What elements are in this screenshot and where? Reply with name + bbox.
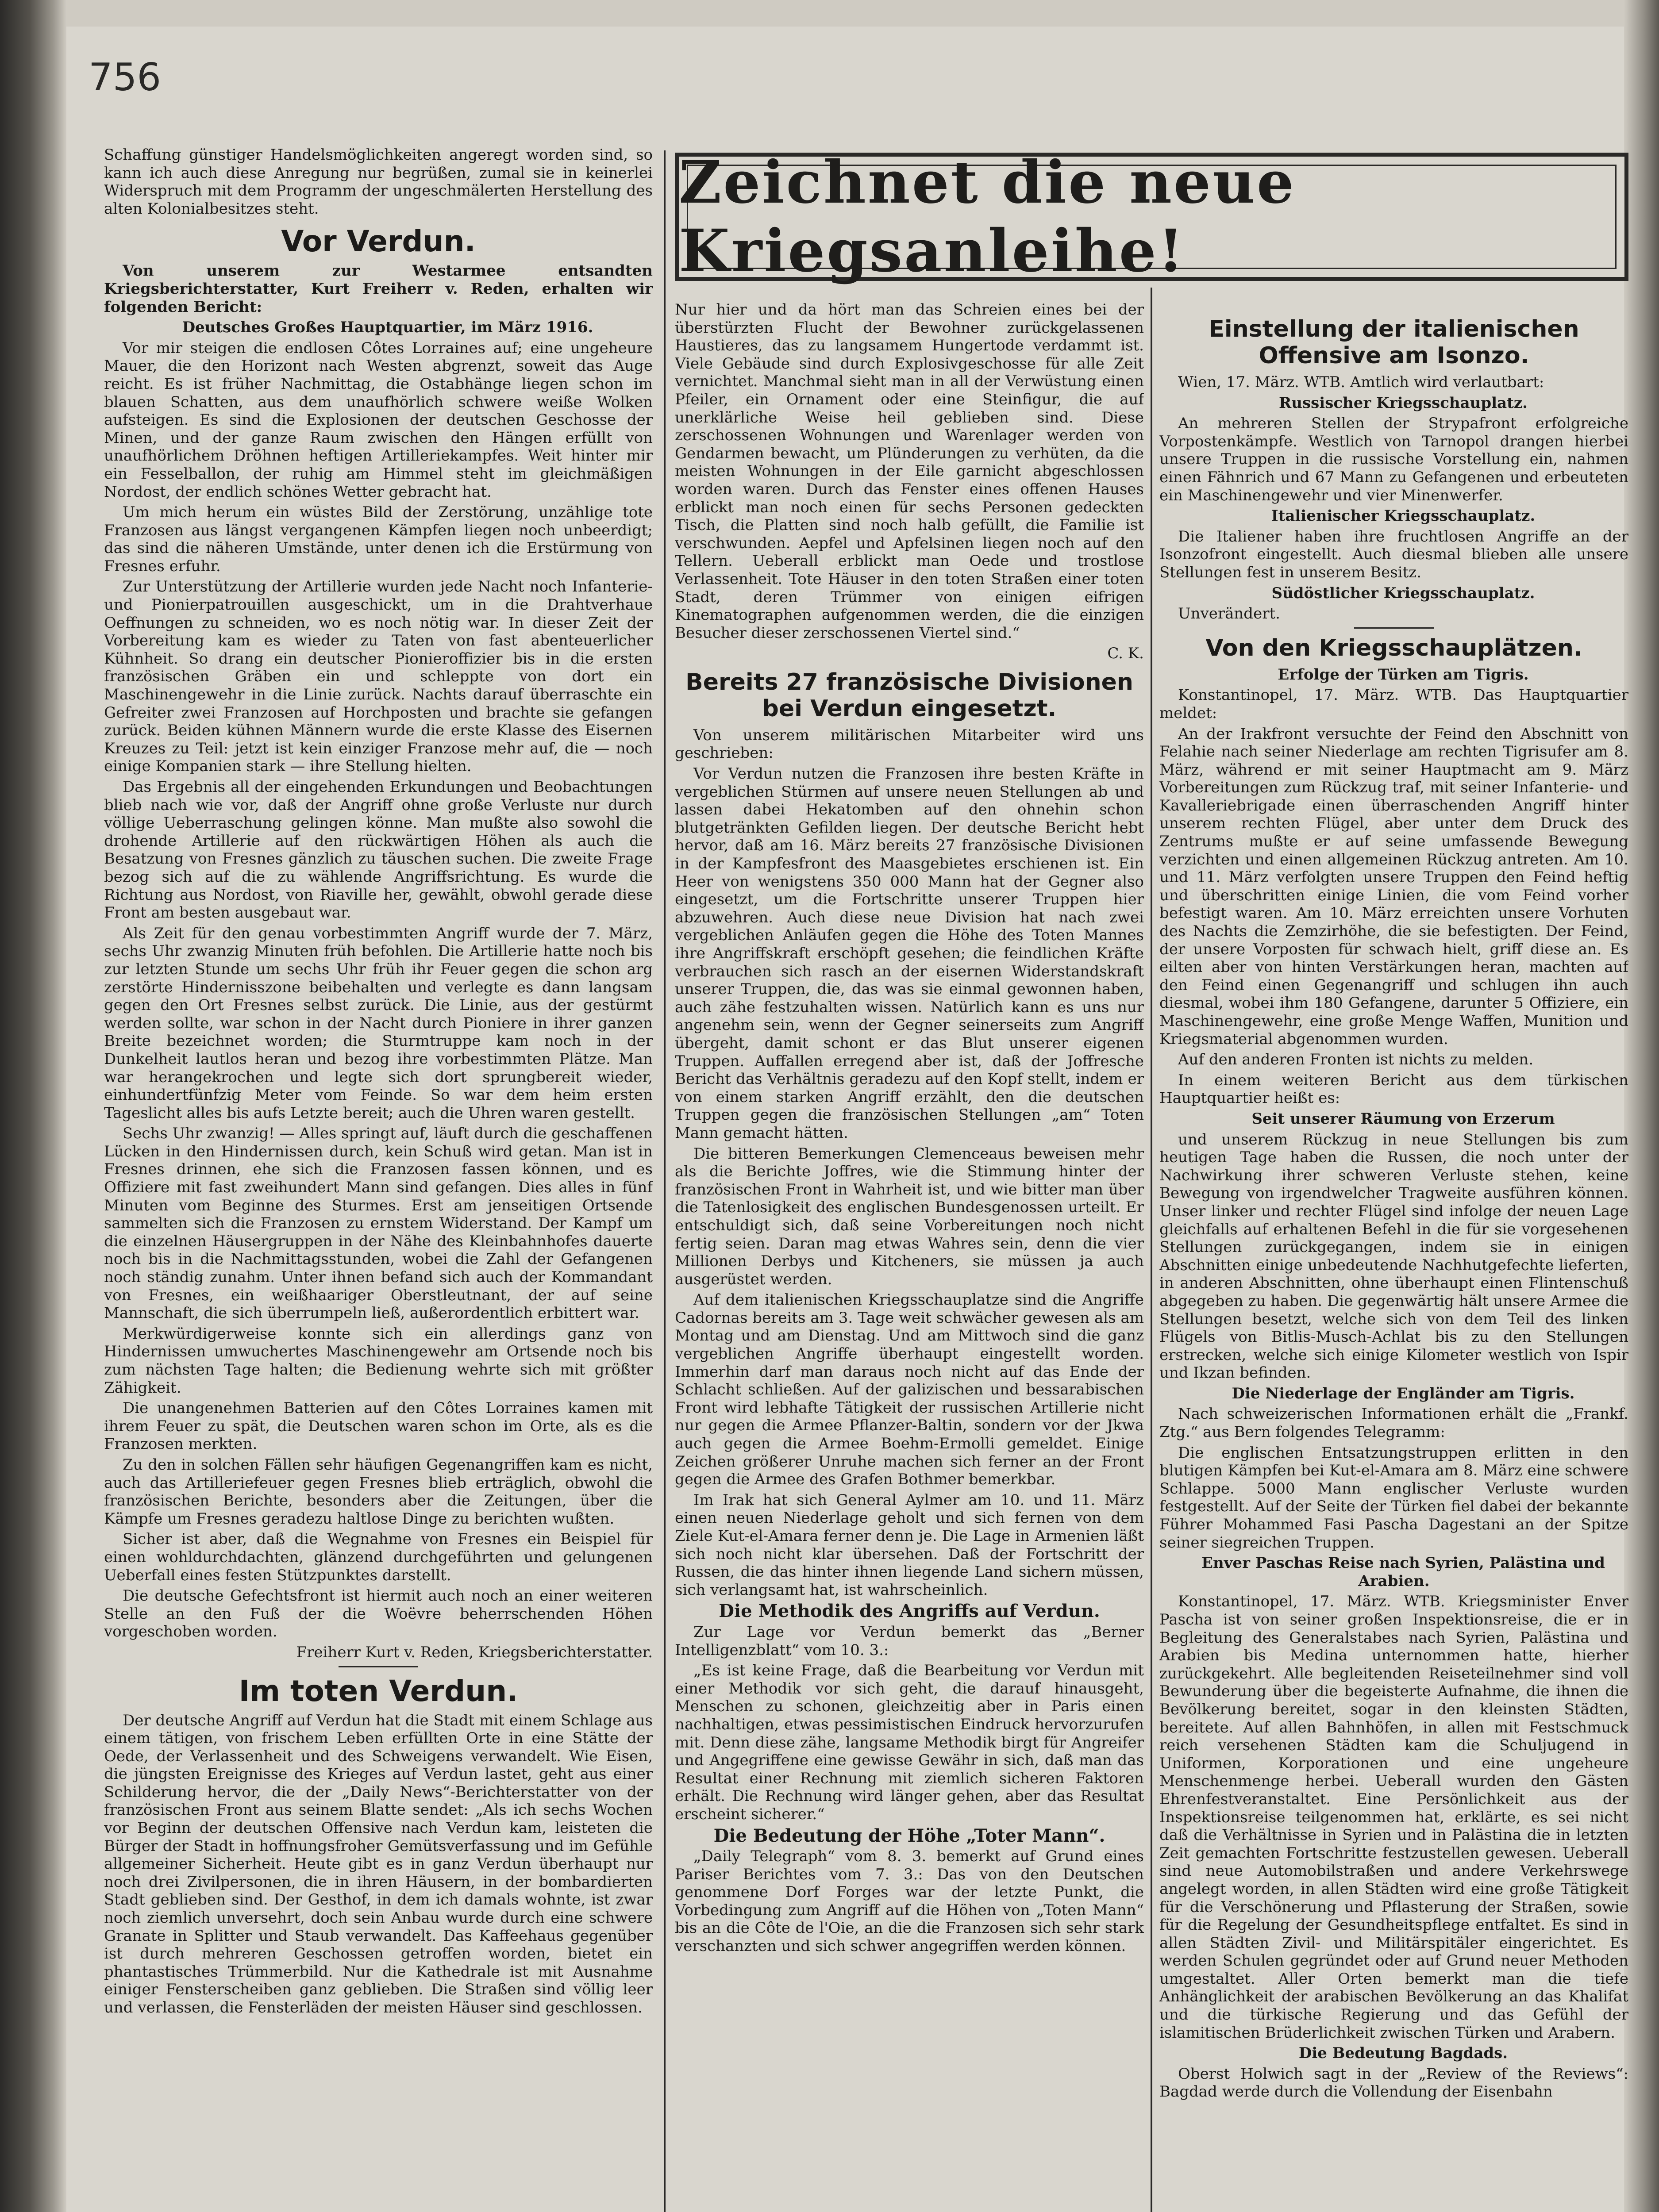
paragraph: Die Italiener haben ihre fruchtlosen Angriffe an der Isonzofront eingestellt. Auch diesmal blieben alle unsere Stellungen fest in unserem Besitz.: [1159, 527, 1628, 581]
paragraph: An mehreren Stellen der Strypafront erfolgreiche Vorpostenkämpfe. Westlich von Tarnopol drangen hierbei unsere Truppen in die russische Vorstellung ein, nahmen einen Fähnrich und 67 Mann zu Gefangenen und erbeuteten ein Maschinengewehr und vier Minenwerfer.: [1159, 415, 1628, 504]
column-middle: [675, 301, 1144, 2212]
dateline: Deutsches Großes Hauptquartier, im März 1916.: [182, 319, 593, 337]
paragraph: Konstantinopel, 17. März. WTB. Kriegsminister Enver Pascha ist von seiner großen Inspektionsreise, die er in Begleitung des Generalstabes nach Syrien, Palästina und Arabien bis Medina unternommen hatte, hierher zurückgekehrt. Alle begleitenden Reiseteilnehmer sind voll Bewunderung über die begeisterte Aufnahme, die ihnen die Bevölkerung bereitet, sogar in den kleinsten Städten, bereitete. Auf allen Bahnhöfen, in allen mit Festschmuck reich versehenen Städten kam die Schuljugend in Uniformen, Korporationen und eine ungeheure Menschenmenge herbei. Ueberall wurden den Gästen Ehrenfestveranstaltet. Eine Persönlichkeit aus der Inspektionsreise teilgenommen hat, erklärte, es sei nicht daß die Verhältnisse in Syrien und in Palästina die in letzten Zeit gemachten Fortschritte festzustellen gewesen. Ueberall sind neue Automobilstraßen und andere Verkehrswege angelegt worden, in allen Städten wird eine große Tätigkeit für die Verschönerung und Pflasterung der Straßen, sowie für die Regelung der Gesundheitspflege entfaltet. Es sind in allen Städten Zivil- und Militärspitäler eingerichtet. Es werden Schulen gegründet oder auf Grund neuer Methoden umgestaltet. Aller Orten bemerkt man die tiefe Anhänglichkeit der arabischen Bevölkerung an das Khalifat und die türkische Regierung und das Gefühl der islamitischen Brüderlichkeit zwischen Türken und Arabern.: [1159, 1593, 1628, 2042]
banner-headline: Zeichnet die neue Kriegsanleihe!: [679, 148, 1296, 285]
subheading: Seit unserer Räumung von Erzerum: [1251, 1110, 1555, 1128]
paragraph: Auf den anderen Fronten ist nichts zu melden.: [1178, 1051, 1534, 1069]
headline-isonzo: Einstellung der italienischen Offensive am Isonzo.: [1209, 316, 1579, 369]
paragraph: Konstantinopel, 17. März. WTB. Das Hauptquartier meldet:: [1159, 686, 1628, 722]
subheading-methodik: Die Methodik des Angriffs auf Verdun.: [719, 1601, 1100, 1622]
paragraph: Um mich herum ein wüstes Bild der Zerstörung, unzählige tote Franzosen aus längst vergangenen Kämpfen liegen noch unbeerdigt; das sind die näheren Umstände, unter denen ich die Erstürmung von Fresnes erfuhr.: [104, 503, 653, 575]
column-right: [1159, 310, 1628, 2212]
page-edge: [1624, 0, 1659, 2212]
paragraph: Nach schweizerischen Informationen erhält die „Frankf. Ztg.“ aus Bern folgendes Telegramm:: [1159, 1405, 1628, 1441]
paragraph: Sicher ist aber, daß die Wegnahme von Fresnes ein Beispiel für einen wohldurchdachten, glänzend durchgeführten und gelungenen Ueberfall eines festen Stützpunktes darstellt.: [104, 1530, 653, 1584]
war-loan-banner: [675, 148, 1628, 285]
section-label: Italienischer Kriegsschauplatz.: [1271, 507, 1536, 525]
column-rule-2: [1151, 288, 1152, 2212]
paragraph: „Daily Telegraph“ vom 8. 3. bemerkt auf Grund eines Pariser Berichtes vom 7. 3.: Das von den Deutschen genommene Dorf Forges war der letzte Punkt, die Vorbedingung zum Angriff auf die Höhen von „Toten Mann“ bis an die Côte de l'Oie, an die die Franzosen sich sehr stark verschanzten und sich schwer angegriffen werden können.: [675, 1847, 1144, 1955]
paragraph: Vor mir steigen die endlosen Côtes Lorraines auf; eine ungeheure Mauer, die den Horizont nach Westen abgrenzt, soweit das Auge reicht. Es ist früher Nachmittag, die Ostabhänge liegen schon im blauen Schatten, aus dem unaufhörlich schwere weiße Wolken aufsteigen. Es sind die Explosionen der deutschen Geschosse der Minen, und der ganze Raum zwischen den Hängen erfüllt von unaufhörlichem Dröhnen heftigen Artilleriekampfes. Weit hinter mir ein Fesselballon, der ruhig am Himmel steht im gleichmäßigen Nordost, der endlich schönes Wetter gebracht hat.: [104, 339, 653, 501]
author-signature: Freiherr Kurt v. Reden, Kriegsberichterstatter.: [296, 1643, 653, 1661]
paragraph: Unverändert.: [1178, 605, 1280, 623]
page-number: 756: [89, 55, 162, 100]
subheading: Erfolge der Türken am Tigris.: [1278, 665, 1529, 684]
paragraph: Im Irak hat sich General Aylmer am 10. und 11. März einen neuen Niederlage geholt und sich fernen von dem Ziele Kut-el-Amara ferner denn je. Die Lage in Armenien läßt sich noch nicht klar übersehen. Daß der Fortschritt der Russen, die das hinter ihnen liegende Land sichern müssen, sich verlangsamt hat, ist wahrscheinlich.: [675, 1491, 1144, 1599]
paragraph: Wien, 17. März. WTB. Amtlich wird verlautbart:: [1178, 373, 1544, 391]
paragraph: Zur Unterstützung der Artillerie wurden jede Nacht noch Infanterie- und Pionierpatrouillen ausgeschickt, um in die Drahtverhaue Oeffnungen zu schneiden, wo es noch nötig war. In dieser Zeit der Vorbereitung kam es wieder zu Taten von fast abenteuerlicher Kühnheit. So drang ein deutscher Pionieroffizier bis in die ersten französischen Gräben ein und schleppte von dort ein Maschinengewehr in die Linie zurück. Nachts darauf überraschte ein Gefreiter zwei Franzosen auf Horchposten und brachte sie gefangen zurück. Beiden kühnen Männern wurde die erste Klasse des Eisernen Kreuzes zu Teil: jetzt ist kein einziger Franzose mehr auf, die — noch einige Kompanien stark — ihre Stellung hielten.: [104, 578, 653, 776]
paragraph: Die bitteren Bemerkungen Clemenceaus beweisen mehr als die Berichte Joffres, wie die Stimmung hinter der französischen Front in Wahrheit ist, und wie bitter man über die Tatenlosigkeit des englischen Bundesgenossen urteilt. Er entschuldigt sich, daß seine Vorbereitungen noch nicht fertig seien. Daran mag etwas Wahres sein, denn die vier Millionen Derbys und Kitcheners, sie müssen ja auch ausgerüstet werden.: [675, 1144, 1144, 1288]
paragraph: Zu den in solchen Fällen sehr häufigen Gegenangriffen kam es nicht, auch das Artilleriefeuer gegen Fresnes blieb erträglich, obwohl die französischen Berichte, besonders aber die Zeitungen, über die Kämpfe um Fresnes geradezu haltlose Dinge zu berichten wußten.: [104, 1455, 653, 1528]
divider: [339, 1666, 418, 1667]
section-label: Südöstlicher Kriegsschauplatz.: [1271, 584, 1535, 602]
author-initials: C. K.: [1107, 645, 1144, 663]
headline-vor-verdun: Vor Verdun.: [281, 224, 476, 259]
column-rule-1: [664, 150, 666, 2212]
article-intro: Schaffung günstiger Handelsmöglichkeiten angeregt worden sind, so kann ich auch diese Anregung nur begrüßen, zumal sie in keinerlei Widerspruch mit dem Programm der ungeschmälerten Herstellung des alten Kolonialbesitzes steht.: [104, 146, 653, 218]
paragraph: „Es ist keine Frage, daß die Bearbeitung vor Verdun mit einer Methodik vor sich geht, die darauf hinausgeht, Menschen zu schonen, gleichzeitig aber in Paris einen nachhaltigen, etwas pessimistischen Eindruck hervorzurufen mit. Denn diese zähe, langsame Methodik birgt für Angreifer und Angegriffene eine gewisse Gewähr in sich, daß man das Resultat einer Rechnung mit ziemlich sicheren Faktoren erhält. Die Rechnung wird länger gehen, aber das Resultat erscheint sicherer.“: [675, 1662, 1144, 1823]
paragraph: In einem weiteren Bericht aus dem türkischen Hauptquartier heißt es:: [1159, 1071, 1628, 1107]
paragraph: und unserem Rückzug in neue Stellungen bis zum heutigen Tage haben die Russen, die noch unter der Nachwirkung ihrer schweren Verluste stehen, keine Bewegung von irgendwelcher Tragweite ausführen können. Unser linker und rechter Flügel sind infolge der neuen Lage gleichfalls auf erhaltenen Befehl in die für sie vorgesehenen Stellungen zurückgegangen, indem sie in einigen Abschnitten einige unbedeutende Nachhutgefechte lieferten, in anderen Abschnitten, ohne überhaupt einen Flintenschuß abgegeben zu haben. Die gegenwärtig hält unsere Armee die Stellungen besetzt, welche sich von dem Teil des linken Flügels von Bitlis-Musch-Achlat bis zu den Stellungen erstrecken, welche sich einige Kilometer westlich von Ispir und Ikzan befinden.: [1159, 1130, 1628, 1382]
divider: [1354, 627, 1434, 629]
article-lead: Von unserem zur Westarmee entsandten Kriegsberichterstatter, Kurt Freiherr v. Reden, erhalten wir folgenden Bericht:: [104, 262, 653, 316]
paragraph: Der deutsche Angriff auf Verdun hat die Stadt mit einem Schlage aus einem tätigen, von frischem Leben erfüllten Orte in eine Stätte der Oede, der Verlassenheit und des Schweigens verwandelt. Wie Eisen, die jüngsten Ereignisse des Krieges auf Verdun lastet, geht aus einer Schilderung hervor, die der „Daily News“-Berichterstatter von der französischen Front aus seinem Blatte sendet: „Als ich sechs Wochen vor Beginn der deutschen Offensive nach Verdun kam, leisteten die Bürger der Stadt in hoffnungsfroher Gemütsverfassung und im Gefühle allgemeiner Sicherheit. Heute gibt es in ganz Verdun überhaupt nur noch drei Zivilpersonen, die in ihren Häusern, in der bombardierten Stadt geblieben sind. Der Gesthof, in dem ich damals wohnte, ist zwar noch ziemlich unversehrt, doch sein Anbau wurde durch eine schwere Granate in Splitter und Staub verwandelt. Das Kaffeehaus gegenüber ist durch mehreren Geschossen getroffen worden, bietet ein phantastisches Trümmerbild. Nur die Kathedrale ist mit Ausnahme einiger Fensterscheiben ganz geblieben. Die Straßen sind völlig leer und verlassen, die Fensterläden der meisten Häuser sind geschlossen.: [104, 1711, 653, 2016]
subheading: Enver Paschas Reise nach Syrien, Palästina und Arabien.: [1201, 1554, 1605, 1590]
book-binding: [0, 0, 66, 2212]
section-label: Russischer Kriegsschauplatz.: [1279, 394, 1528, 412]
paragraph: Das Ergebnis all der eingehenden Erkundungen und Beobachtungen blieb nach wie vor, daß der Angriff ohne große Verluste nur durch völlige Ueberraschung gelingen könne. Man mußte also sowohl die drohende Artillerie auf den rückwärtigen Höhen als auch die Besatzung von Fresnes gänzlich zu täuschen suchen. Die zweite Frage bezog sich auf die zu wählende Angriffsrichtung. Es wurde die Richtung aus Nordost, von Riaville her, gewählt, obwohl gerade diese Front am besten ausgebaut war.: [104, 778, 653, 922]
paragraph: Sechs Uhr zwanzig! — Alles springt auf, läuft durch die geschaffenen Lücken in den Hindernissen durch, kein Schuß wird getan. Man ist in Fresnes drinnen, ehe sich die Franzosen fassen können, und es Offiziere mit fast zweihundert Mann sind gefangen. Dies alles in fünf Minuten vom Beginne des Sturmes. Erst am jenseitigen Ortsende sammelten sich die Franzosen zu ernstem Widerstand. Der Kampf um die einzelnen Häusergruppen in der Nähe des Kleinbahnhofes dauerte noch bis in die Nachmittagsstunden, wobei die Zahl der Gefangenen noch ständig zunahm. Unter ihnen befand sich auch der Kommandant von Fresnes, ein weißhaariger Oberstleutnant, der auf seine Mannschaft, die sich überrumpeln ließ, außerordentlich erbittert war.: [104, 1125, 653, 1322]
paragraph: Nur hier und da hört man das Schreien eines bei der überstürzten Flucht der Bewohner zurückgelassenen Haustieres, das zu langsamem Hungertode verdammt ist. Viele Gebäude sind durch Explosivgeschosse für alle Zeit vernichtet. Manchmal sieht man in all der Verwüstung einen Pfeiler, ein Ornament oder eine Steinfigur, die auf unerklärliche Weise heil geblieben sind. Diese zerschossenen Wohnungen und Warenlager werden von Gendarmen bewacht, um Plünderungen zu verhüten, da die meisten Wohnungen in der Eile garnicht abgeschlossen worden waren. Durch das Fenster eines offenen Hauses erblickt man noch einen für sechs Personen gedeckten Tisch, die Platten sind noch halb gefüllt, die Familie ist verschwunden. Aepfel und Apfelsinen liegen noch auf den Tellern. Ueberall erblickt man Oede und trostlose Verlassenheit. Tote Häuser in den toten Straßen einer toten Stadt, deren Trümmer von einigen eifrigen Kinematographen aufgenommen werden, die die einzigen Besucher dieser zerschossenen Viertel sind.“: [675, 301, 1144, 642]
headline-kriegsschauplaetze: Von den Kriegsschauplätzen.: [1205, 634, 1582, 661]
paragraph: Oberst Holwich sagt in der „Review of the Reviews“: Bagdad werde durch die Vollendung der Eisenbahn: [1159, 2065, 1628, 2101]
paragraph: Vor Verdun nutzen die Franzosen ihre besten Kräfte in vergeblichen Stürmen auf unsere neuen Stellungen ab und lassen dabei Hekatomben auf den ohnehin schon blutgetränkten Gefilden liegen. Der deutsche Bericht hebt hervor, daß am 16. März bereits 27 französische Divisionen in der Kampfesfront des Maasgebietes erschienen ist. Ein Heer von wenigstens 350 000 Mann hat der Gegner also eingesetzt, um die Fortschritte unserer Truppen hier abzuwehren. Auch diese neue Division hat nach zwei vergeblichen Anläufen gegen die Höhe des Toten Mannes ihre Angriffskraft erschöpft gesehen; die feindlichen Kräfte verbrauchen sich rasch an der eisernen Widerstandskraft unserer Truppen, die, das was sie einmal gewonnen haben, auch zähe festzuhalten wissen. Natürlich kann es uns nur angenehm sein, wenn der Gegner seinerseits zum Angriff übergeht, damit schont er das Blut unserer eigenen Truppen. Auffallen erregend aber ist, daß der Joffresche Bericht das Verhältnis geradezu auf den Kopf stellt, indem er von einem starken Angriff erzählt, den die deutschen Truppen gegen die französischen Stellungen „am“ Toten Mann gemacht hätten.: [675, 765, 1144, 1142]
article-lead: Von unserem militärischen Mitarbeiter wird uns geschrieben:: [675, 726, 1144, 762]
paragraph: Auf dem italienischen Kriegsschauplatze sind die Angriffe Cadornas bereits am 3. Tage weit schwächer gewesen als am Montag und am Dienstag. Und am Mittwoch sind die ganz vergeblichen Angriffe überhaupt eingestellt worden. Immerhin darf man daraus noch nicht auf das Ende der Schlacht schließen. Auf der galizischen und bessarabischen Front wird lebhafte Tätigkeit der russischen Artillerie nicht nur gegen die Armee Pflanzer-Baltin, sondern vor der Jkwa auch gegen die Armee Boehm-Ermolli gemeldet. Einige Zeichen größerer Unruhe machen sich ferner an der Front gegen die Armee des Grafen Bothmer bemerkbar.: [675, 1291, 1144, 1489]
paragraph: An der Irakfront versuchte der Feind den Abschnitt von Felahie nach seiner Niederlage am rechten Tigrisufer am 8. März, während er mit seiner Hauptmacht am 9. März Vorbereitungen zum Rückzug traf, mit seiner Infanterie- und Kavalleriebrigade einen überraschenden Angriff hinter unserem rechten Flügel, aber unter dem Druck des Zentrums mußte er auf seine umfassende Bewegung verzichten und einen allgemeinen Rückzug antreten. Am 10. und 11. März verfolgten unsere Truppen den Feind heftig und überschritten einige Linien, die vom Feind vorher befestigt waren. Am 10. März erreichten unsere Vorhuten des Nachts die Zemzirhöhe, die sie befestigten. Der Feind, der unsere Vorposten für schwach hielt, griff diese an. Es eilten aber von hinten Verstärkungen heran, machten auf den Feind einen Gegenangriff und schlugen ihn auch diesmal, wobei ihm 180 Gefangene, darunter 5 Offiziere, ein Maschinengewehr, eine große Menge Waffen, Munition und Kriegsmaterial abgenommen wurden.: [1159, 725, 1628, 1048]
subheading: Die Bedeutung Bagdads.: [1298, 2044, 1508, 2062]
column-left: [104, 146, 653, 2212]
subheading: Die Niederlage der Engländer am Tigris.: [1232, 1384, 1575, 1402]
headline-im-toten-verdun: Im toten Verdun.: [239, 1674, 518, 1708]
paragraph: Als Zeit für den genau vorbestimmten Angriff wurde der 7. März, sechs Uhr zwanzig Minuten früh befohlen. Die Artillerie hatte noch bis zur letzten Stunde um sechs Uhr früh ihr Feuer gegen die schon arg zerstörte Hindernisszone beibehalten und verlegte es dann langsam gegen den Ort Fresnes selbst zurück. Die Linie, aus der gestürmt werden sollte, war schon in der Nacht durch Pioniere in ihrer ganzen Breite bezeichnet worden; die Sturmtruppe kam noch in der Dunkelheit lautlos heran und bezog ihre vorbestimmten Plätze. Man war herangekrochen und legte sich dort sprungbereit wieder, einhundertfünfzig Meter vom Feinde. So war dem heim ersten Tageslicht alles bis aufs Letzte bereit; auch die Uhren waren gestellt.: [104, 924, 653, 1122]
subheading-toter-mann: Die Bedeutung der Höhe „Toter Mann“.: [713, 1825, 1105, 1846]
paragraph: Merkwürdigerweise konnte sich ein allerdings ganz von Hindernissen umwuchertes Maschinengewehr am Ortsende noch bis zum nächsten Tage halten; die Bedienung wehrte sich mit größter Zähigkeit.: [104, 1325, 653, 1397]
paragraph: Die unangenehmen Batterien auf den Côtes Lorraines kamen mit ihrem Feuer zu spät, die Deutschen waren schon im Orte, als es die Franzosen merkten.: [104, 1399, 653, 1453]
headline-27-divisionen: Bereits 27 französische Divisionen bei Verdun eingesetzt.: [685, 668, 1133, 722]
paragraph: Die englischen Entsatzungstruppen erlitten in den blutigen Kämpfen bei Kut-el-Amara am 8. März eine schwere Schlappe. 5000 Mann englischer Verluste wurden festgestellt. Auf der Seite der Türken fiel dabei der bekannte Führer Mohammed Fasi Pascha Dagestani an der Spitze seiner siegreichen Truppen.: [1159, 1444, 1628, 1551]
paragraph: Die deutsche Gefechtsfront ist hiermit auch noch an einer weiteren Stelle an den Fuß der die Woëvre beherrschenden Höhen vorgeschoben worden.: [104, 1587, 653, 1641]
paragraph: Zur Lage vor Verdun bemerkt das „Berner Intelligenzblatt“ vom 10. 3.:: [675, 1623, 1144, 1659]
